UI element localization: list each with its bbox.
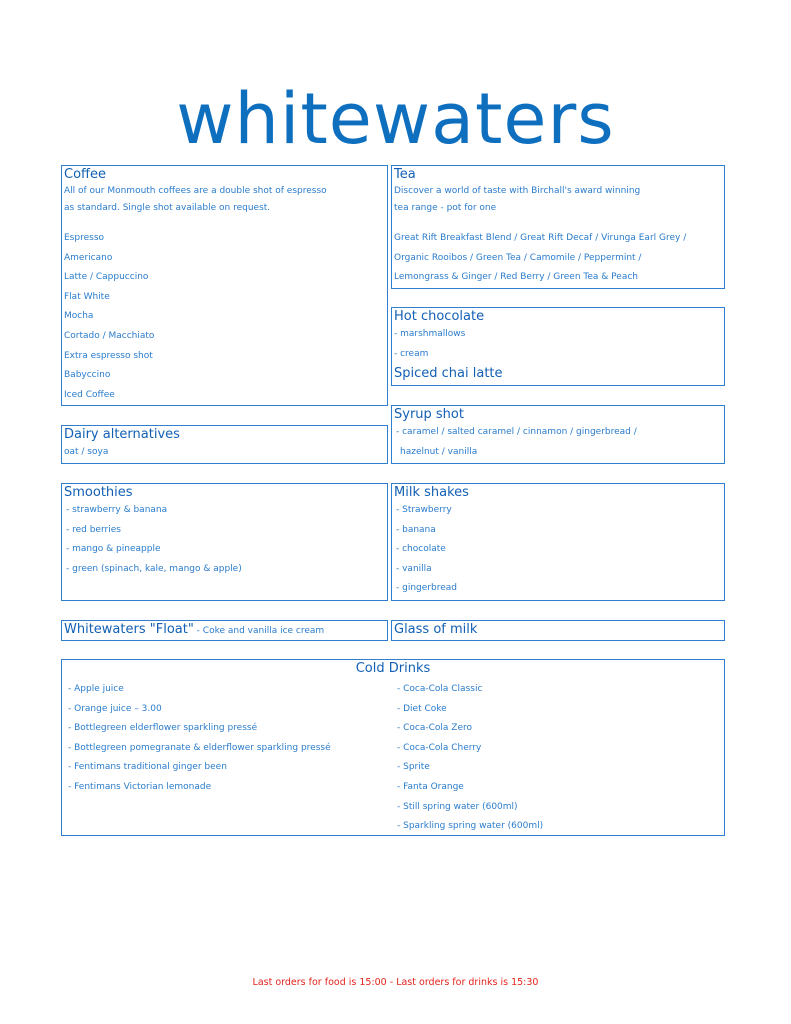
cold-drink-item: - Coca-Cola Cherry — [397, 742, 482, 753]
dairy-alternatives-section — [61, 425, 388, 464]
hot-chocolate-option: - cream — [394, 348, 429, 359]
float-note: - Coke and vanilla ice cream — [193, 626, 325, 636]
coffee-item: Extra espresso shot — [64, 350, 153, 361]
cold-drink-item: - Coca-Cola Classic — [397, 684, 483, 694]
tea-range-line: Lemongrass & Ginger / Red Berry / Green Tea & Peach — [394, 272, 638, 283]
coffee-item: Mocha — [64, 311, 94, 322]
cold-drink-item: - Bottlegreen elderflower sparkling pressé — [68, 723, 258, 734]
float-row — [62, 621, 387, 639]
cold-drink-item: - Sprite — [397, 762, 430, 773]
page-title: whitewaters — [176, 78, 615, 160]
milkshake-item: - chocolate — [396, 544, 446, 555]
coffee-intro-line-2: as standard. Single shot available on request. — [64, 203, 271, 213]
tea-range-line: Great Rift Breakfast Blend / Great Rift Decaf / Virunga Earl Grey / — [394, 233, 687, 243]
coffee-intro-line-1: All of our Monmouth coffees are a double shot of espresso — [64, 186, 327, 196]
cold-drink-item: - Orange juice – 3.00 — [68, 703, 162, 714]
dairy-heading: Dairy alternatives — [64, 427, 180, 442]
dairy-options: oat / soya — [64, 447, 109, 457]
glass-of-milk-heading: Glass of milk — [394, 622, 478, 637]
milk-shakes-section — [391, 483, 725, 601]
smoothie-item: - green (spinach, kale, mango & apple) — [66, 563, 242, 574]
syrup-shot-heading: Syrup shot — [394, 407, 464, 422]
coffee-item: Latte / Cappuccino — [64, 272, 149, 283]
coffee-item: Cortado / Macchiato — [64, 330, 155, 341]
milkshake-item: - vanilla — [396, 563, 432, 574]
float-heading: Whitewaters "Float" — [64, 622, 194, 637]
tea-intro-line-1: Discover a world of taste with Birchall's award winning — [394, 186, 641, 196]
syrup-shot-section — [391, 405, 725, 464]
cold-drink-item: - Diet Coke — [397, 703, 447, 714]
last-orders-notice: Last orders for food is 15:00 - Last orders for drinks is 15:30 — [252, 977, 539, 988]
float-section — [61, 620, 388, 641]
coffee-item: Iced Coffee — [64, 389, 115, 400]
cold-drink-item: - Sparkling spring water (600ml) — [397, 821, 544, 832]
coffee-section — [61, 165, 388, 406]
spiced-chai-heading: Spiced chai latte — [394, 366, 503, 382]
cold-drinks-right-column — [395, 680, 543, 837]
smoothie-item: - red berries — [66, 524, 121, 535]
cold-drink-item: - Fentimans traditional ginger been — [68, 762, 227, 773]
tea-range-line: Organic Rooibos / Green Tea / Camomile / Peppermint / — [394, 252, 642, 263]
milkshake-item: - Strawberry — [396, 505, 452, 515]
glass-of-milk-section — [391, 620, 725, 641]
coffee-heading: Coffee — [64, 167, 106, 182]
smoothie-item: - mango & pineapple — [66, 544, 161, 555]
cold-drinks-heading: Cold Drinks — [355, 661, 431, 676]
syrup-line-2: hazelnut / vanilla — [400, 446, 478, 457]
cold-drink-item: - Fentimans Victorian lemonade — [68, 781, 212, 792]
cold-drink-item: - Fanta Orange — [397, 781, 464, 792]
tea-heading: Tea — [394, 167, 416, 182]
cold-drinks-section — [61, 659, 725, 836]
coffee-item: Flat White — [64, 291, 110, 302]
cold-drinks-left-column — [66, 680, 331, 798]
cold-drink-item: - Bottlegreen pomegranate & elderflower sparkling pressé — [68, 742, 331, 753]
coffee-item: Espresso — [64, 233, 105, 243]
hot-chocolate-option: - marshmallows — [394, 329, 466, 339]
tea-section — [391, 165, 725, 289]
smoothie-item: - strawberry & banana — [66, 505, 168, 515]
tea-intro-line-2: tea range - pot for one — [394, 203, 497, 213]
coffee-item: Babyccino — [64, 370, 111, 381]
hot-chocolate-heading: Hot chocolate — [394, 309, 485, 324]
cold-drink-item: - Coca-Cola Zero — [397, 723, 472, 734]
smoothies-section — [61, 483, 388, 601]
smoothies-heading: Smoothies — [64, 485, 133, 500]
hot-chocolate-section — [391, 307, 725, 386]
milkshake-item: - gingerbread — [396, 583, 457, 594]
milk-shakes-heading: Milk shakes — [394, 485, 469, 500]
milkshake-item: - banana — [396, 524, 436, 535]
cold-drink-item: - Still spring water (600ml) — [397, 801, 518, 812]
coffee-item: Americano — [64, 252, 113, 263]
syrup-line-1: - caramel / salted caramel / cinnamon / gingerbread / — [396, 427, 637, 437]
cold-drink-item: - Apple juice — [68, 684, 124, 694]
